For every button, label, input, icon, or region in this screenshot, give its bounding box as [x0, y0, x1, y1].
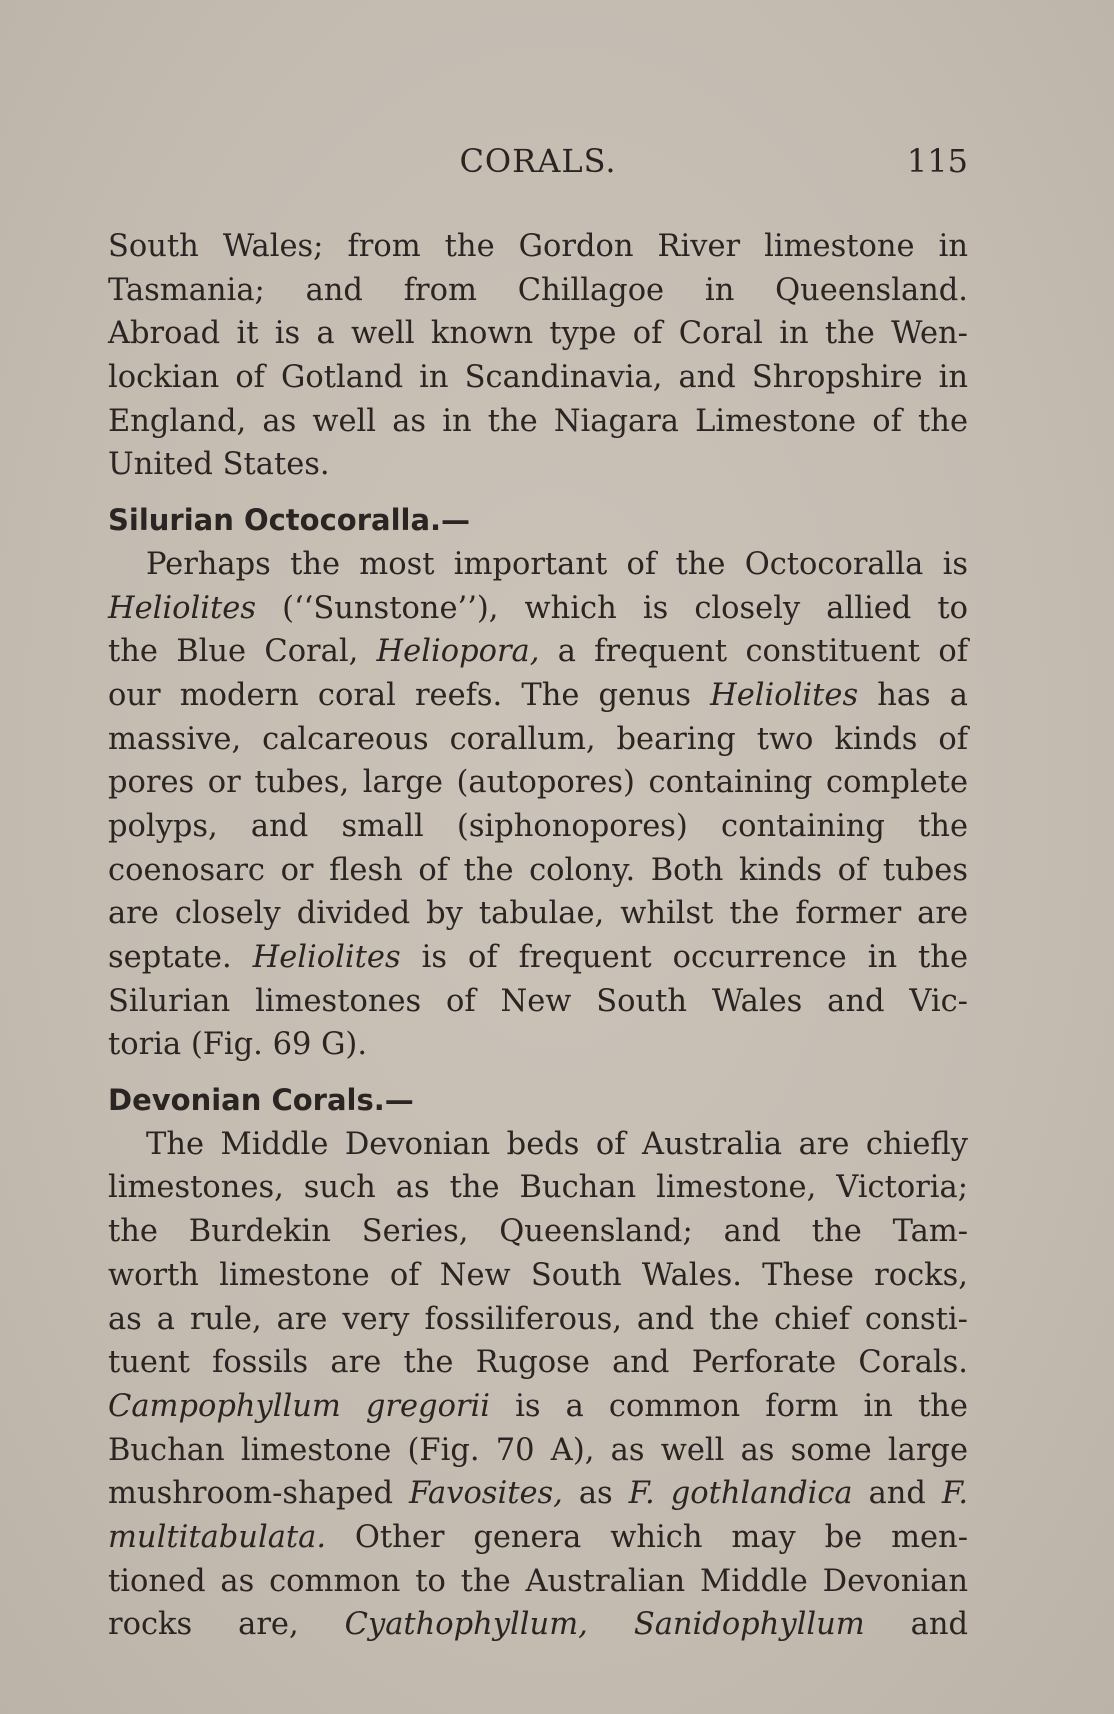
text-run: as a rule, are very fossiliferous, and the chief consti-: [108, 1301, 968, 1337]
text-line: [108, 1123, 968, 1167]
running-head: [108, 142, 968, 192]
italic-term: F. gothlandica: [628, 1476, 853, 1512]
text-line: [108, 1516, 968, 1560]
text-run: polyps, and small (siphonopores) containing the: [108, 808, 968, 844]
text-line: [108, 892, 968, 936]
page-number: 115: [906, 142, 968, 180]
section-heading: [108, 1079, 968, 1123]
italic-term: Heliolites: [252, 940, 401, 975]
text-line: [108, 718, 968, 762]
text-run: worth limestone of New South Wales. These rocks,: [108, 1257, 968, 1293]
italic-term: Cyathophyllum,: [344, 1607, 588, 1643]
text-run: septate.: [108, 940, 253, 975]
text-line: [108, 225, 968, 269]
text-run: mushroom-shaped: [108, 1476, 409, 1512]
text-run: as: [562, 1476, 629, 1512]
section-heading: [108, 499, 968, 543]
text-run: is a common form in the: [490, 1388, 968, 1424]
text-line: [108, 356, 968, 400]
text-line: [108, 630, 968, 674]
text-run: tuent fossils are the Rugose and Perforate Corals.: [108, 1345, 968, 1381]
text-run: Tasmania; and from Chillagoe in Queensland.: [108, 272, 968, 308]
italic-term: Heliolites: [710, 677, 859, 713]
text-line: [108, 543, 968, 587]
text-run: Devonian Corals.—: [108, 1083, 414, 1118]
text-line: [108, 443, 968, 487]
text-line: [108, 1341, 968, 1385]
italic-term: Heliopora,: [376, 634, 540, 670]
italic-term: Heliolites: [108, 590, 256, 626]
text-line: [108, 269, 968, 313]
text-line: [108, 1560, 968, 1604]
text-run: and: [852, 1476, 942, 1512]
text-run: and: [864, 1607, 968, 1643]
text-run: Perhaps the most important of the Octocoralla is: [146, 546, 968, 582]
italic-term: Campophyllum gregorii: [108, 1388, 491, 1424]
text-run: South Wales; from the Gordon River limestone in: [108, 229, 968, 264]
text-line: [108, 1429, 968, 1473]
text-run: the Burdekin Series, Queensland; and the Tam-: [108, 1214, 968, 1250]
text-line: [108, 1298, 968, 1342]
text-line: [108, 1210, 968, 1254]
text-run: coenosarc or flesh of the colony. Both kinds of tubes: [108, 852, 968, 888]
text-run: Abroad it is a well known type of Coral in the Wen-: [108, 316, 968, 352]
text-line: [108, 400, 968, 444]
text-line: [108, 805, 968, 849]
running-title: CORALS.: [459, 142, 617, 180]
text-run: is of frequent occurrence in the: [400, 940, 968, 975]
body-text: [108, 225, 968, 1647]
text-run: lockian of Gotland in Scandinavia, and Shropshire in: [108, 360, 968, 396]
text-line: [108, 674, 968, 718]
text-run: are closely divided by tabulae, whilst the former are: [108, 896, 968, 932]
text-run: a frequent constituent of: [539, 634, 968, 670]
text-line: [108, 849, 968, 893]
text-run: limestones, such as the Buchan limestone, Victoria;: [108, 1170, 968, 1206]
text-run: rocks are,: [108, 1607, 345, 1643]
text-run: (‘‘Sunstone’’), which is closely allied to: [256, 590, 968, 626]
text-run: United States.: [108, 447, 330, 483]
text-line: [108, 1472, 968, 1516]
text-line: [108, 1166, 968, 1210]
text-run: [588, 1607, 634, 1642]
text-run: Buchan limestone (Fig. 70 A), as well as some large: [108, 1432, 968, 1468]
text-line: [108, 1254, 968, 1298]
text-line: [108, 936, 968, 980]
text-run: massive, calcareous corallum, bearing two kinds of: [108, 721, 968, 757]
italic-term: multitabulata.: [108, 1519, 327, 1555]
text-line: [108, 587, 968, 631]
text-run: tioned as common to the Australian Middle Devonian: [108, 1563, 968, 1599]
italic-term: F.: [941, 1476, 969, 1512]
italic-term: Favosites,: [408, 1476, 563, 1512]
text-run: The Middle Devonian beds of Australia are chiefly: [146, 1126, 968, 1162]
text-line: [108, 1385, 968, 1429]
text-run: pores or tubes, large (autopores) containing complete: [108, 765, 968, 801]
text-run: the Blue Coral,: [108, 634, 377, 670]
text-run: Silurian limestones of New South Wales and Vic-: [108, 983, 968, 1019]
text-line: [108, 1603, 968, 1647]
text-run: our modern coral reefs. The genus: [108, 677, 711, 713]
text-line: [108, 312, 968, 356]
text-line: [108, 761, 968, 805]
text-run: Other genera which may be men-: [326, 1519, 968, 1555]
text-run: England, as well as in the Niagara Limestone of the: [108, 403, 968, 439]
italic-term: Sanidophyllum: [633, 1607, 865, 1643]
text-line: [108, 980, 968, 1024]
text-run: toria (Fig. 69 G).: [108, 1027, 368, 1063]
text-run: Silurian Octocoralla.—: [108, 503, 471, 538]
text-run: has a: [858, 677, 968, 713]
text-line: [108, 1023, 968, 1067]
